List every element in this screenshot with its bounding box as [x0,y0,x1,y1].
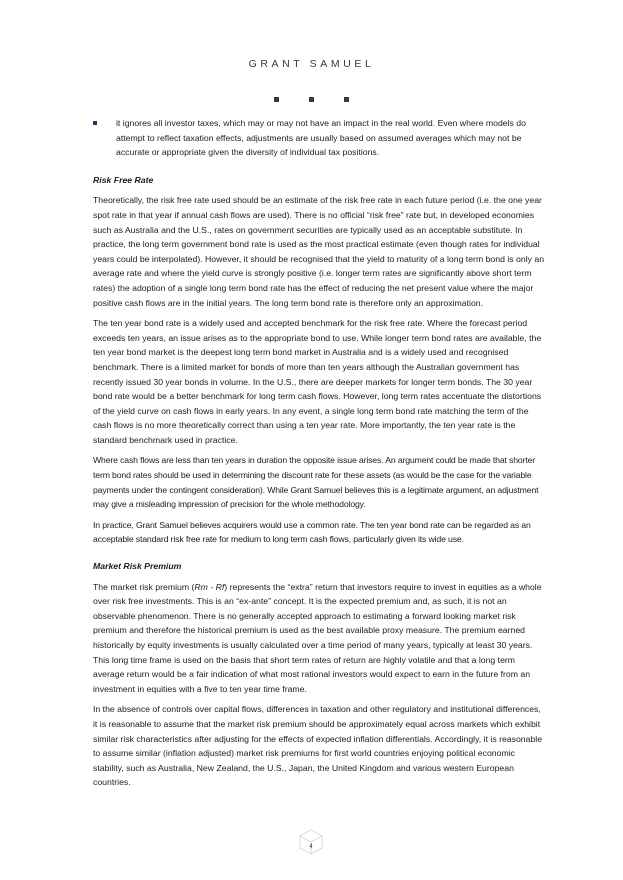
brand-dots [0,89,623,107]
section-heading-market-risk-premium: Market Risk Premium [93,561,182,572]
dot-icon [344,97,349,102]
bullet-item [93,116,545,160]
brand-title: GRANT SAMUEL [248,58,375,70]
bullet-text: it ignores all investor taxes, which may or may not have an impact in the real world. Even where models do attempt to reflect taxation effects, adjustments are usually based on assumed averages which may not be accurate or appropriate given the diversity of individual tax positions. [116,118,526,158]
section-heading-risk-free-rate: Risk Free Rate [93,174,154,185]
paragraph: In practice, Grant Samuel believes acquirers would use a common rate. The ten year bond rate can be regarded as an acceptable standard risk free rate for medium to long term cash flows, particularly given its wide use. [93,519,531,545]
paragraph: Where cash flows are less than ten years in duration the opposite issue arises. An argument could be made that shorter term bond rates should be used in determining the discount rate for these assets (as would be the case for the variable payments under the contingent consideration). While Grant Samuel believes this is a legitimate argument, an adjustment may give a misleading impression of precision for the whole methodology. [93,455,539,510]
page-number: 4 [309,844,313,850]
formula-italic: Rm - Rf [194,581,225,592]
paragraph: In the absence of controls over capital flows, differences in taxation and other regulatory and institutional differences, it is reasonable to assume that the market risk premium should be approximately equal across markets which exhibit similar risk characteristics after adjusting for the effects of expected inflation differentials. Accordingly, it is reasonable to assume similar (inflation adjusted) market risk premiums for first world countries enjoying political economic stability, such as Australia, New Zealand, the U.S., Japan, the United Kingdom and various western European countries. [93,704,543,788]
text-run: The market risk premium ( [93,581,195,592]
cube-logo-icon [298,829,324,855]
paragraph: The ten year bond rate is a widely used and accepted benchmark for the risk free rate. Where the forecast period exceeds ten years, an issue arises as to the appropriate bond to use. While longer term bond rates are available, the ten year bond market is the deepest long term bond market in Australia and is a widely used and recognised benchmark. There is a limited market for bonds of more than ten years although the Australian government has recently issued 30 year bonds in volume. In the U.S., there are deeper markets for longer term bonds. The 30 year bond rate would be a better benchmark for long term cash flows. However, long term rates accentuate the distortions of the yield curve on cash flows in early years. In any event, a single long term bond rate matching the term of the cash flows is no more theoretically correct than using a ten year rate. More importantly, the ten year rate is the standard benchmark used in practice. [93,318,542,445]
bullet-icon [93,121,97,125]
document-body [93,116,545,796]
page-footer [298,829,324,855]
dot-icon [309,97,314,102]
text-run: ) represents the “extra” return that investors require to invest in equities as a whole over risk free investments. This is an “ex-ante” concept. It is the expected premium and, as such, it is not an observable phenomenon. There is no generally accepted approach to estimating a forward looking market risk premium and therefore the historical premium is used as the best available proxy measure. The premium earned historically by equity investments is usually calculated over a time period of many years, typically at least 30 years. This long time frame is used on the basis that short term rates of return are highly volatile and that a long term average return would be a fair indication of what most rational investors would expect to earn in the future from an investment in equities with a five to ten year time frame. [93,581,542,694]
paragraph [93,580,545,697]
dot-icon [274,97,279,102]
paragraph: Theoretically, the risk free rate used should be an estimate of the risk free rate in each future period (i.e. the one year spot rate in that year if annual cash flows are used). There is no official “risk free” rate but, in developed economies such as Australia and the U.S., rates on government securities are typically used as an acceptable substitute. In practice, the long term government bond rate is used as the most practical estimate (even though rates for individual years could be interpolated). However, it should be recognised that the yield to maturity of a long term bond is only an average rate and where the yield curve is strongly positive (i.e. longer term rates are significantly above short term rates) the adoption of a single long term bond rate has the effect of reducing the net present value where the major positive cash flows are in the initial years. The long term bond rate is therefore only an approximation. [93,195,545,308]
